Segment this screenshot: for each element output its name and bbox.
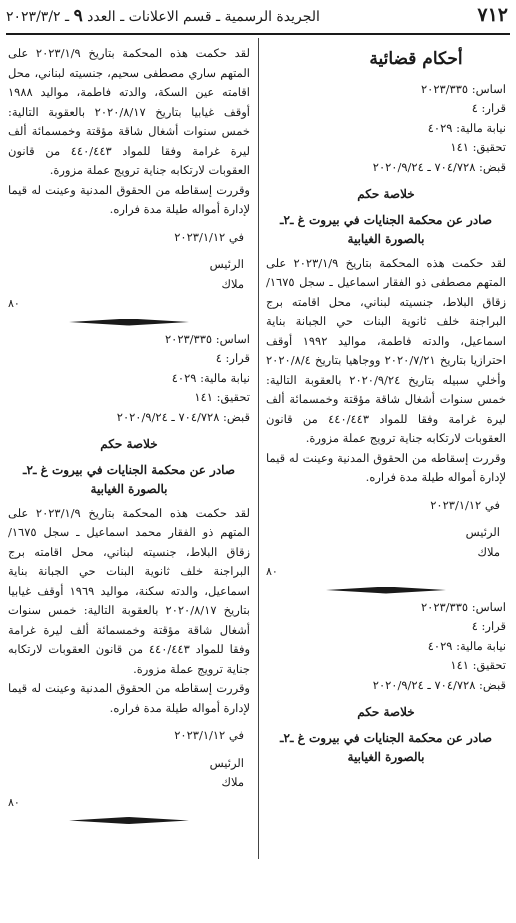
notice-code: ٨٠	[8, 795, 20, 809]
judgment-summary-heading: خلاصة حكم	[357, 187, 415, 201]
case-arrest: قبض: ٧٠٤/٧٢٨ ـ ٢٠٢٠/٩/٢٤	[372, 677, 506, 692]
signer-name: ملاك	[221, 276, 244, 291]
right-column	[266, 44, 506, 772]
court-name: صادر عن محكمة الجنايات في بيروت غ ـ٢ـ	[279, 730, 493, 745]
judgment-text: وقررت إسقاطه من الحقوق المدنية وعينت له قيما لإدارة أمواله طيلة مدة فراره.	[8, 182, 250, 216]
column-divider	[258, 38, 259, 859]
judgment-mode: بالصورة الغيابية	[347, 750, 425, 764]
judgment-date: في ٢٠٢٣/١/١٢	[174, 229, 244, 244]
judgment-mode: بالصورة الغيابية	[347, 232, 425, 246]
gazette-title-text: الجريدة الرسمية ـ قسم الاعلانات ـ العدد	[87, 9, 320, 25]
notice-code: ٨٠	[266, 565, 278, 578]
judgment-text: لقد حكمت هذه المحكمة بتاريخ ٢٠٢٣/١/٩ على المتهم ساري مصطفى سحيم، جنسيته لبناني، محل اقامته عين السكة، والدته فاطمة، مواليد ١٩٨٨ أوقف غيابيا بتاريخ ٢٠٢٠/٨/١٧ بالعقوبة التالية: خمس سنوات أشغال شاقة مؤقتة وخمسمائة ألف ليرة غرامة وفقا للمواد ٤٤٠/٤٤٣ من قانون العقوبات لارتكابه جناية ترويج عملة مزورة.	[8, 46, 250, 177]
case-basis: اساس: ٢٠٢٣/٣٣٥	[420, 599, 506, 614]
case-basis: اساس: ٢٠٢٣/٣٣٥	[420, 81, 506, 96]
judgment-summary-heading: خلاصة حكم	[357, 705, 415, 719]
case-fields	[266, 598, 506, 696]
left-column	[8, 44, 250, 828]
judgment-mode: بالصورة الغيابية	[90, 482, 168, 496]
section-divider	[8, 812, 250, 828]
case-arrest: قبض: ٧٠٤/٧٢٨ ـ ٢٠٢٠/٩/٢٤	[372, 159, 506, 174]
case-decision: قرار: ٤	[471, 619, 506, 633]
signer-title: الرئيس	[209, 257, 244, 271]
header-rule	[6, 33, 510, 35]
judgment-text: لقد حكمت هذه المحكمة بتاريخ ٢٠٢٣/١/٩ على المتهم مصطفى ذو الفقار اسماعيل ـ سجل ١٦٧٥/ زقاق البلاط، جنسيته لبناني، محل اقامته برج البراجنة خلف ثانوية البنات حي الجبانة بناية اسماعيل، والدته فاطمة، مواليد ١٩٩٢ أوقف احترازيا بتاريخ ٢٠٢٠/٧/٢١ ووجاهيا بتاريخ ٢٠٢٠/٨/٤ وأخلي سبيله بتاريخ ٢٠٢٠/٩/٢٤ بالعقوبة التالية: خمس سنوات أشغال شاقة مؤقتة وخمسمائة ألف ليرة غرامة وفقا للمواد ٤٤٠/٤٤٣ من قانون العقوبات لارتكابه جناية ترويج عملة مزورة.	[266, 255, 506, 445]
case-fields	[266, 80, 506, 178]
issue-date: ـ ٢٠٢٣/٣/٢	[6, 9, 70, 25]
court-name: صادر عن محكمة الجنايات في بيروت غ ـ٢ـ	[22, 462, 236, 477]
page-number: ٧١٢	[477, 4, 508, 26]
judgment-summary-heading: خلاصة حكم	[100, 437, 158, 451]
signer-name: ملاك	[221, 775, 244, 789]
issue-number: ٩	[73, 6, 83, 26]
judgment-text: وقررت إسقاطه من الحقوق المدنية وعينت له قيما لإدارة أمواله طيلة مدة فراره.	[266, 450, 506, 484]
section-title: أحكام قضائية	[369, 49, 463, 69]
section-divider	[266, 582, 506, 598]
court-name: صادر عن محكمة الجنايات في بيروت غ ـ٢ـ	[279, 212, 493, 227]
signer-name: ملاك	[477, 544, 500, 559]
judgment-text: وقررت إسقاطه من الحقوق المدنية وعينت له قيما لإدارة أمواله طيلة مدة فراره.	[8, 681, 250, 715]
case-prosecution: نيابة مالية: ٤٠٢٩	[171, 370, 250, 385]
case-prosecution: نيابة مالية: ٤٠٢٩	[427, 638, 506, 653]
case-arrest: قبض: ٧٠٤/٧٢٨ ـ ٢٠٢٠/٩/٢٤	[116, 409, 250, 424]
case-decision: قرار: ٤	[471, 101, 506, 115]
case-basis: اساس: ٢٠٢٣/٣٣٥	[164, 331, 250, 346]
notice-code: ٨٠	[8, 297, 20, 310]
gazette-title	[6, 6, 320, 26]
page-header	[6, 4, 510, 32]
signer-title: الرئيس	[209, 755, 244, 770]
judgment-text: لقد حكمت هذه المحكمة بتاريخ ٢٠٢٣/١/٩ على المتهم ذو الفقار محمد اسماعيل ـ سجل ١٦٧٥/ زقاق البلاط، جنسيته لبناني، محل اقامته برج البراجنة خلف ثانوية البنات حي الجبانة بناية اسماعيل، والدته سكنة، مواليد ١٩٦٩ أوقف غيابيا بتاريخ ٢٠٢٠/٨/١٧ بالعقوبة التالية: خمس سنوات أشغال شاقة مؤقتة وخمسمائة ألف ليرة غرامة وفقا للمواد ٤٤٠/٤٤٣ من قانون العقوبات لارتكابه جناية ترويج عملة مزورة.	[8, 505, 250, 676]
case-investigation: تحقيق: ١٤١	[194, 390, 250, 404]
case-investigation: تحقيق: ١٤١	[450, 658, 506, 672]
section-divider	[8, 314, 250, 330]
case-prosecution: نيابة مالية: ٤٠٢٩	[427, 120, 506, 135]
signer-title: الرئيس	[465, 525, 500, 539]
case-investigation: تحقيق: ١٤١	[450, 140, 506, 154]
case-decision: قرار: ٤	[215, 351, 250, 365]
judgment-date: في ٢٠٢٣/١/١٢	[174, 728, 244, 742]
case-fields	[8, 330, 250, 428]
judgment-date: في ٢٠٢٣/١/١٢	[430, 497, 500, 512]
